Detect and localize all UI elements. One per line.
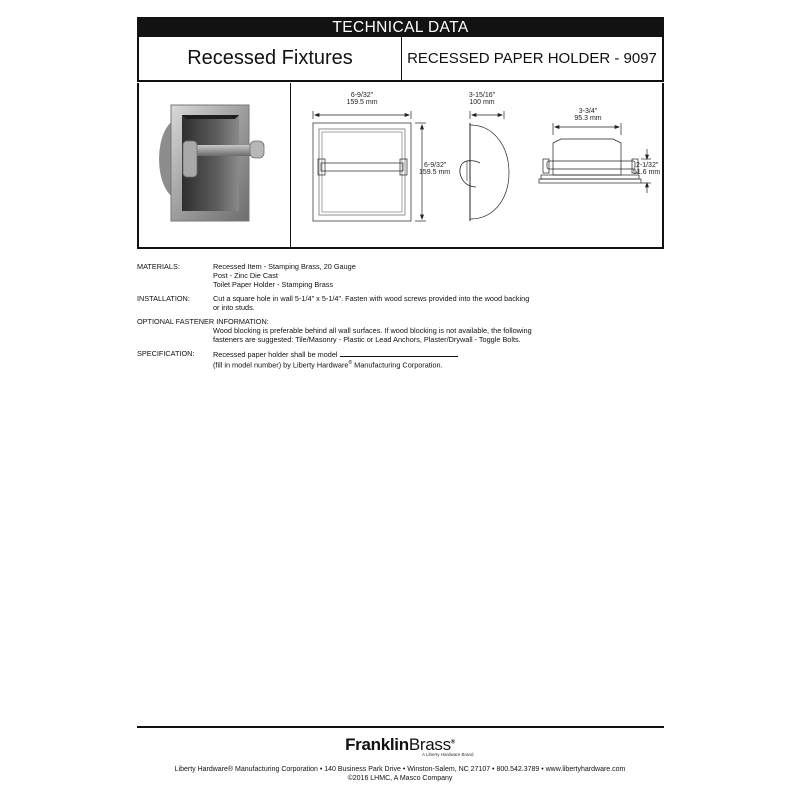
front-width-mm: 159.5 mm — [346, 99, 378, 106]
top-view-base — [539, 179, 641, 183]
specification-line-1: Recessed paper holder shall be model — [213, 350, 338, 359]
materials-label: MATERIALS: — [137, 262, 180, 271]
materials-body — [213, 262, 557, 289]
tech-sheet — [137, 17, 664, 249]
brand-tagline: A Liberty Hardware Brand — [422, 752, 474, 757]
registered-mark: ® — [348, 360, 353, 366]
specification-label: SPECIFICATION: — [137, 349, 195, 358]
dimension-drawings — [291, 83, 662, 247]
brand-name-bold: Franklin — [345, 735, 409, 754]
front-view-roller — [321, 163, 403, 171]
materials-line: Toilet Paper Holder - Stamping Brass — [213, 280, 334, 289]
optional-fastener-row — [137, 317, 557, 344]
specification-row — [137, 349, 557, 369]
installation-line: Cut a square hole in wall 5-1/4" x 5-1/4". Fasten with wood screws provided into the wood backing — [213, 294, 530, 303]
installation-label: INSTALLATION: — [137, 294, 190, 303]
title-row — [137, 37, 664, 82]
top-width-mm: 95.3 mm — [574, 115, 602, 122]
side-view-dome — [470, 125, 509, 219]
brand-name-light: Brass — [408, 735, 451, 754]
installation-body — [213, 294, 557, 312]
front-view-right-post — [400, 159, 407, 175]
optional-fastener-body — [137, 326, 557, 344]
top-height-mm: 51.6 mm — [633, 169, 661, 176]
brand-logo — [0, 735, 800, 755]
product-photo — [139, 83, 291, 247]
image-row — [137, 83, 664, 249]
optional-fastener-label: OPTIONAL FASTENER INFORMATION: — [137, 317, 269, 326]
specification-body — [213, 349, 557, 369]
brand-registered-mark: ® — [450, 739, 455, 746]
front-width-frac: 6-9/32" — [350, 92, 374, 99]
photo-roller-end — [250, 141, 264, 158]
footer-address: Liberty Hardware® Manufacturing Corporation • 140 Business Park Drive • Winston-Salem, NC 27107 • 800.542.3789 • www.libertyhardware.com — [174, 766, 626, 773]
installation-line: or into studs. — [213, 303, 255, 312]
materials-line: Recessed Item - Stamping Brass, 20 Gauge — [213, 262, 356, 271]
materials-row — [137, 262, 557, 289]
footer-divider — [137, 726, 664, 728]
front-view-outer — [313, 123, 411, 221]
optional-fastener-line: Wood blocking is preferable behind all wall surfaces. If wood blocking is not available, the following — [213, 326, 532, 335]
info-section — [137, 262, 557, 374]
front-view-recess — [322, 132, 402, 212]
technical-data-header: TECHNICAL DATA — [137, 17, 664, 37]
category-title: Recessed Fixtures — [139, 37, 402, 80]
product-title: RECESSED PAPER HOLDER - 9097 — [407, 50, 657, 67]
top-width-frac: 3-3/4" — [578, 108, 598, 115]
specification-line-2: (fill in model number) by Liberty Hardware — [213, 360, 349, 370]
optional-fastener-line: fasteners are suggested: Tile/Masonry - Plastic or Lead Anchors, Plaster/Drywall - Toggle Bolts. — [213, 335, 521, 344]
dimension-drawings-svg — [291, 83, 663, 247]
top-height-frac: 2-1/32" — [636, 162, 659, 169]
product-photo-illustration — [139, 83, 290, 247]
specification-line-2-end: Manufacturing Corporation. — [352, 360, 443, 370]
footer-copyright: ©2016 LHMC, A Masco Company — [347, 775, 453, 782]
side-depth-frac: 3-15/16" — [468, 92, 496, 99]
front-height-frac: 6-9/32" — [424, 162, 447, 169]
photo-recess-shadow — [182, 115, 239, 119]
side-depth-mm: 100 mm — [469, 99, 495, 106]
front-height-mm: 159.5 mm — [419, 169, 451, 176]
model-number-blank — [340, 349, 458, 357]
photo-roller-arm — [183, 141, 197, 177]
installation-row — [137, 294, 557, 312]
top-view-flange — [541, 175, 639, 179]
materials-line: Post - Zinc Die Cast — [213, 271, 278, 280]
top-view-roller — [547, 161, 635, 169]
top-view-body — [553, 139, 621, 175]
front-view-inner — [319, 129, 405, 215]
